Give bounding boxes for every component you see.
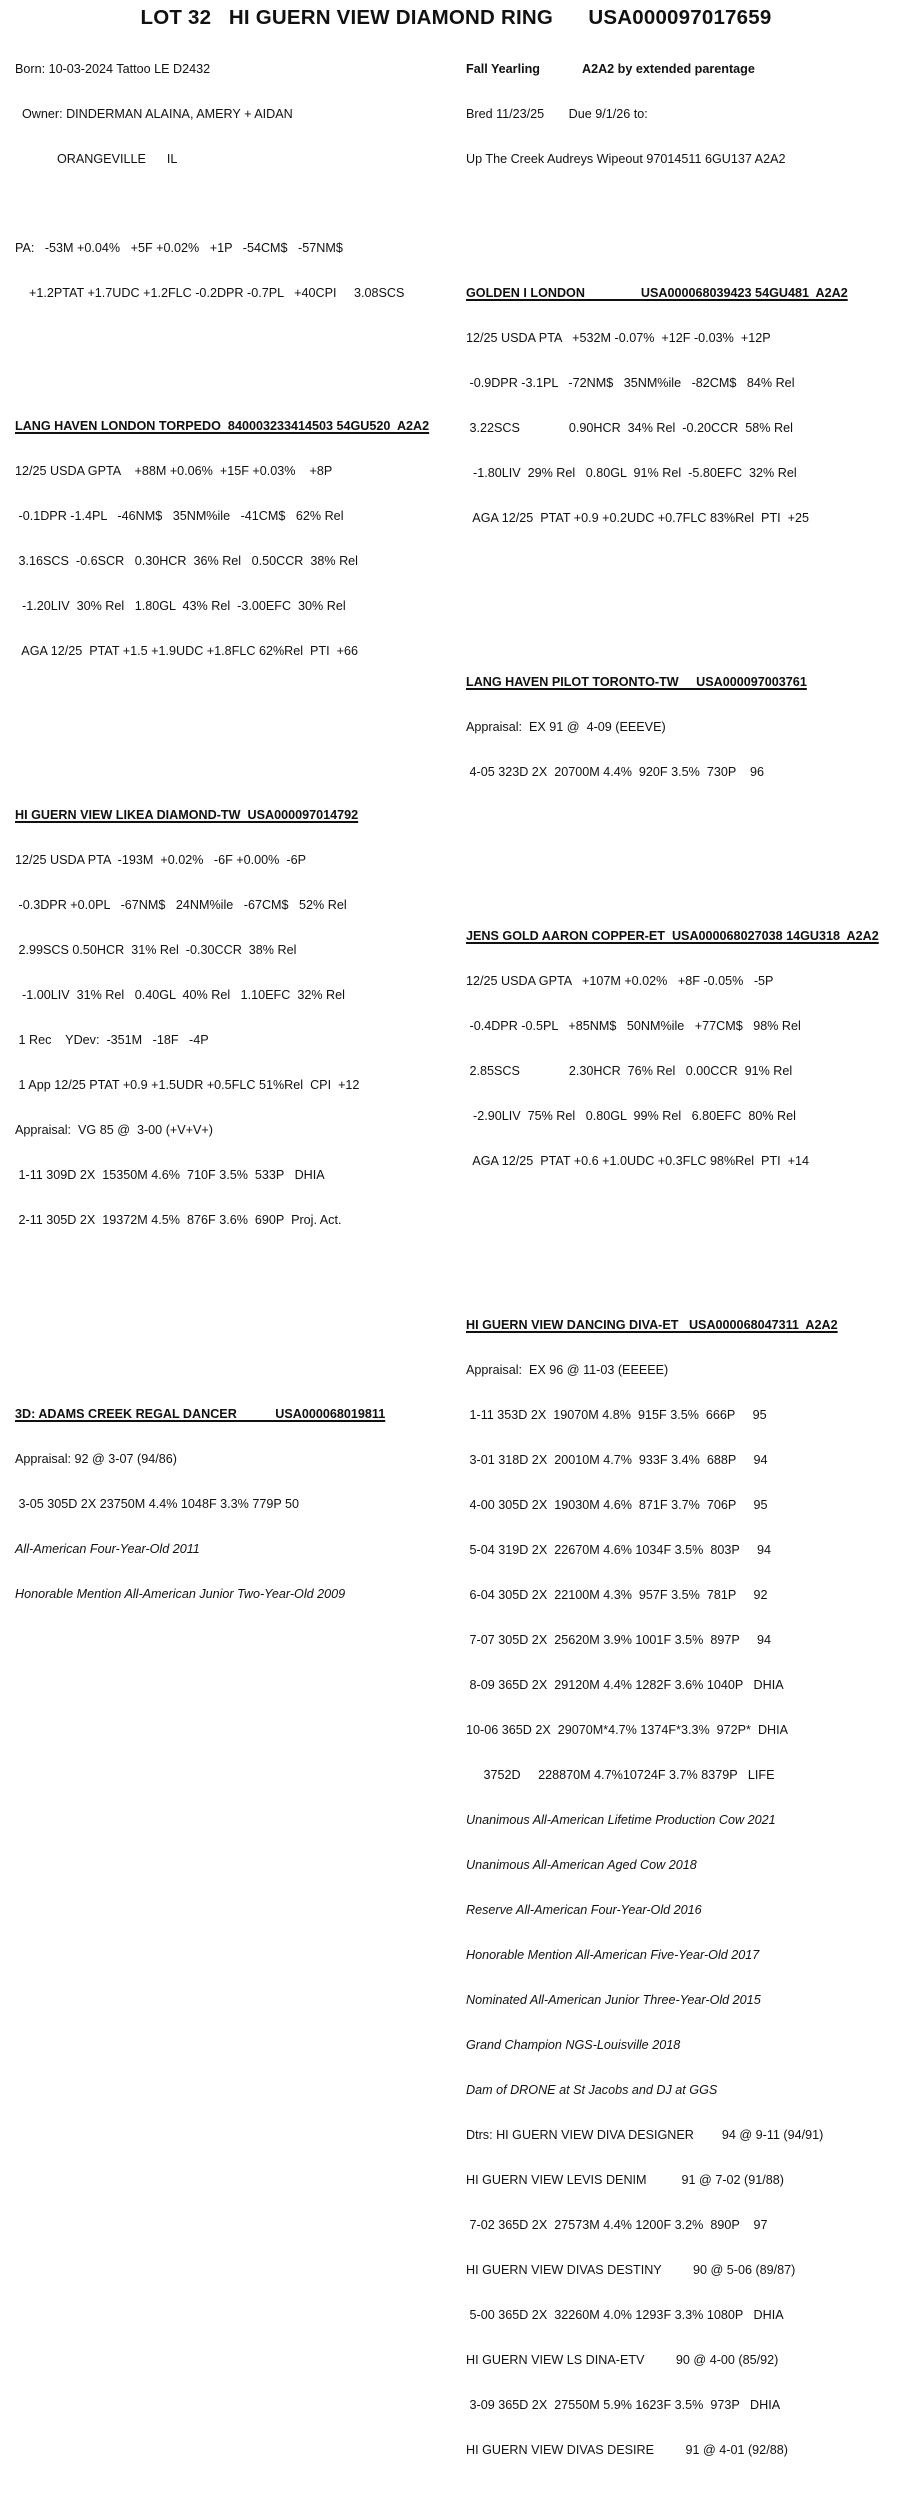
section-line: Appraisal: VG 85 @ 3-00 (+V+V+) <box>15 1123 213 1137</box>
left-column <box>15 32 455 1647</box>
section-line: 3-01 318D 2X 20010M 4.7% 933F 3.4% 688P 94 <box>466 1453 768 1467</box>
spacer <box>15 1288 455 1332</box>
owner-location: ORANGEVILLE IL <box>15 152 178 166</box>
third-dam-heading: 3D: ADAMS CREEK REGAL DANCER USA000068019811 <box>15 1407 386 1421</box>
award-line: Reserve All-American Four-Year-Old 2016 <box>466 1903 702 1917</box>
section-line: -1.80LIV 29% Rel 0.80GL 91% Rel -5.80EFC 32% Rel <box>466 466 797 480</box>
maternal-grandsire-heading: GOLDEN I LONDON USA000068039423 54GU481 A2A2 <box>466 286 848 300</box>
born-line: Born: 10-03-2024 Tattoo LE D2432 <box>15 62 211 76</box>
section-line: -1.20LIV 30% Rel 1.80GL 43% Rel -3.00EFC 30% Rel <box>15 599 346 613</box>
spacer <box>466 1229 906 1243</box>
section-line: 6-04 305D 2X 22100M 4.3% 957F 3.5% 781P 92 <box>466 1588 768 1602</box>
maternal-grandsire-section <box>466 256 906 556</box>
bred-line: Bred 11/23/25 Due 9/1/26 to: <box>466 107 648 121</box>
daughter-line: HI GUERN VIEW LS DINA-ETV 90 @ 4-00 (85/92) <box>466 2353 779 2367</box>
section-line: 3.22SCS 0.90HCR 34% Rel -0.20CCR 58% Rel <box>466 421 793 435</box>
section-line: 3-05 305D 2X 23750M 4.4% 1048F 3.3% 779P 50 <box>15 1497 300 1511</box>
age-class: Fall Yearling <box>466 62 540 76</box>
section-line: -0.1DPR -1.4PL -46NM$ 35NM%ile -41CM$ 62% Rel <box>15 509 344 523</box>
section-line: 3752D 228870M 4.7%10724F 3.7% 8379P LIFE <box>466 1768 775 1782</box>
award-line: Nominated All-American Junior Three-Year-Old 2015 <box>466 1993 761 2007</box>
award-line: Honorable Mention All-American Five-Year-Old 2017 <box>466 1948 760 1962</box>
award-line: Honorable Mention All-American Junior Two-Year-Old 2009 <box>15 1587 346 1601</box>
dancing-diva-heading: HI GUERN VIEW DANCING DIVA-ET USA000068047311 A2A2 <box>466 1318 838 1332</box>
spacer <box>466 197 906 211</box>
section-line: AGA 12/25 PTAT +0.6 +1.0UDC +0.3FLC 98%Rel PTI +14 <box>466 1154 810 1168</box>
pilot-heading: LANG HAVEN PILOT TORONTO-TW USA000097003761 <box>466 675 807 689</box>
award-line: Dam of DRONE at St Jacobs and DJ at GGS <box>466 2083 718 2097</box>
award-line: Unanimous All-American Lifetime Production Cow 2021 <box>466 1813 776 1827</box>
dancing-diva-section <box>466 1288 906 2488</box>
section-line: 10-06 365D 2X 29070M*4.7% 1374F*3.3% 972P* DHIA <box>466 1723 789 1737</box>
section-line: 3.16SCS -0.6SCR 0.30HCR 36% Rel 0.50CCR 38% Rel <box>15 554 358 568</box>
section-line: Appraisal: 92 @ 3-07 (94/86) <box>15 1452 177 1466</box>
spacer <box>466 586 906 600</box>
section-line: 1-11 309D 2X 15350M 4.6% 710F 3.5% 533P DHIA <box>15 1168 325 1182</box>
dam-section <box>15 778 455 1258</box>
daughter-record-line: 3-09 365D 2X 27550M 5.9% 1623F 3.5% 973P DHIA <box>466 2398 781 2412</box>
section-line: 5-04 319D 2X 22670M 4.6% 1034F 3.5% 803P 94 <box>466 1543 772 1557</box>
section-line: 12/25 USDA PTA +532M -0.07% +12F -0.03% +12P <box>466 331 771 345</box>
service-sire-line: Up The Creek Audreys Wipeout 97014511 6GU137 A2A2 <box>466 152 786 166</box>
section-line: -0.3DPR +0.0PL -67NM$ 24NM%ile -67CM$ 52% Rel <box>15 898 347 912</box>
section-line: Appraisal: EX 96 @ 11-03 (EEEEE) <box>466 1363 669 1377</box>
daughter-line: HI GUERN VIEW LEVIS DENIM 91 @ 7-02 (91/88) <box>466 2173 784 2187</box>
class-line <box>466 62 906 77</box>
section-line: -2.90LIV 75% Rel 0.80GL 99% Rel 6.80EFC 80% Rel <box>466 1109 796 1123</box>
section-line: -0.9DPR -3.1PL -72NM$ 35NM%ile -82CM$ 84% Rel <box>466 376 795 390</box>
third-dam-section <box>15 1377 455 1632</box>
award-line: Unanimous All-American Aged Cow 2018 <box>466 1858 697 1872</box>
section-line: 4-05 323D 2X 20700M 4.4% 920F 3.5% 730P 96 <box>466 765 765 779</box>
section-line: -1.00LIV 31% Rel 0.40GL 40% Rel 1.10EFC 32% Rel <box>15 988 345 1002</box>
daughter-line: HI GUERN VIEW DIVAS DESIRE 91 @ 4-01 (92/88) <box>466 2443 788 2457</box>
copper-section <box>466 899 906 1199</box>
section-line: 8-09 365D 2X 29120M 4.4% 1282F 3.6% 1040P DHIA <box>466 1678 784 1692</box>
daughter-record-line: 7-02 365D 2X 27573M 4.4% 1200F 3.2% 890P 97 <box>466 2218 768 2232</box>
section-line: 1 App 12/25 PTAT +0.9 +1.5UDR +0.5FLC 51%Rel CPI +12 <box>15 1078 360 1092</box>
section-line: 1 Rec YDev: -351M -18F -4P <box>15 1033 209 1047</box>
section-line: 1-11 353D 2X 19070M 4.8% 915F 3.5% 666P 95 <box>466 1408 767 1422</box>
daughter-record-line: 5-00 365D 2X 32260M 4.0% 1293F 3.3% 1080P DHIA <box>466 2308 784 2322</box>
section-line: 4-00 305D 2X 19030M 4.6% 871F 3.7% 706P 95 <box>466 1498 768 1512</box>
copper-heading: JENS GOLD AARON COPPER-ET USA000068027038 14GU318 A2A2 <box>466 929 879 943</box>
section-line: 12/25 USDA GPTA +88M +0.06% +15F +0.03% +8P <box>15 464 333 478</box>
award-line: All-American Four-Year-Old 2011 <box>15 1542 200 1556</box>
dam-heading: HI GUERN VIEW LIKEA DIAMOND-TW USA000097014792 <box>15 808 359 822</box>
spacer <box>15 331 455 344</box>
award-line: Grand Champion NGS-Louisville 2018 <box>466 2038 681 2052</box>
section-line: 2.99SCS 0.50HCR 31% Rel -0.30CCR 38% Rel <box>15 943 297 957</box>
daughter-line: Dtrs: HI GUERN VIEW DIVA DESIGNER 94 @ 9-11 (94/91) <box>466 2128 824 2142</box>
section-line: 7-07 305D 2X 25620M 3.9% 1001F 3.5% 897P 94 <box>466 1633 772 1647</box>
spacer <box>15 719 455 733</box>
sire-section <box>15 389 455 689</box>
owner-line: Owner: DINDERMAN ALAINA, AMERY + AIDAN <box>15 107 293 121</box>
right-column <box>466 32 906 2503</box>
pilot-section <box>466 645 906 810</box>
section-line: 12/25 USDA PTA -193M +0.02% -6F +0.00% -6P <box>15 853 306 867</box>
section-line: Appraisal: EX 91 @ 4-09 (EEEVE) <box>466 720 666 734</box>
section-line: -0.4DPR -0.5PL +85NM$ 50NM%ile +77CM$ 98% Rel <box>466 1019 801 1033</box>
section-line: 12/25 USDA GPTA +107M +0.02% +8F -0.05% -5P <box>466 974 774 988</box>
pa-line-1: PA: -53M +0.04% +5F +0.02% +1P -54CM$ -57NM$ <box>15 241 343 255</box>
section-line: AGA 12/25 PTAT +1.5 +1.9UDC +1.8FLC 62%Rel PTI +66 <box>15 644 359 658</box>
pa-line-2: +1.2PTAT +1.7UDC +1.2FLC -0.2DPR -0.7PL +40CPI 3.08SCS <box>15 286 405 300</box>
spacer <box>466 840 906 854</box>
daughter-line: HI GUERN VIEW DIVAS DESTINY 90 @ 5-06 (89/87) <box>466 2263 796 2277</box>
section-line: 2-11 305D 2X 19372M 4.5% 876F 3.6% 690P Proj. Act. <box>15 1213 342 1227</box>
section-line: AGA 12/25 PTAT +0.9 +0.2UDC +0.7FLC 83%Rel PTI +25 <box>466 511 810 525</box>
a2-status: A2A2 by extended parentage <box>581 62 755 76</box>
sire-heading: LANG HAVEN LONDON TORPEDO 840003233414503 54GU520 A2A2 <box>15 419 430 433</box>
spacer <box>15 197 455 211</box>
section-line: 2.85SCS 2.30HCR 76% Rel 0.00CCR 91% Rel <box>466 1064 793 1078</box>
page-title: LOT 32 HI GUERN VIEW DIAMOND RING USA000097017659 <box>140 6 772 29</box>
